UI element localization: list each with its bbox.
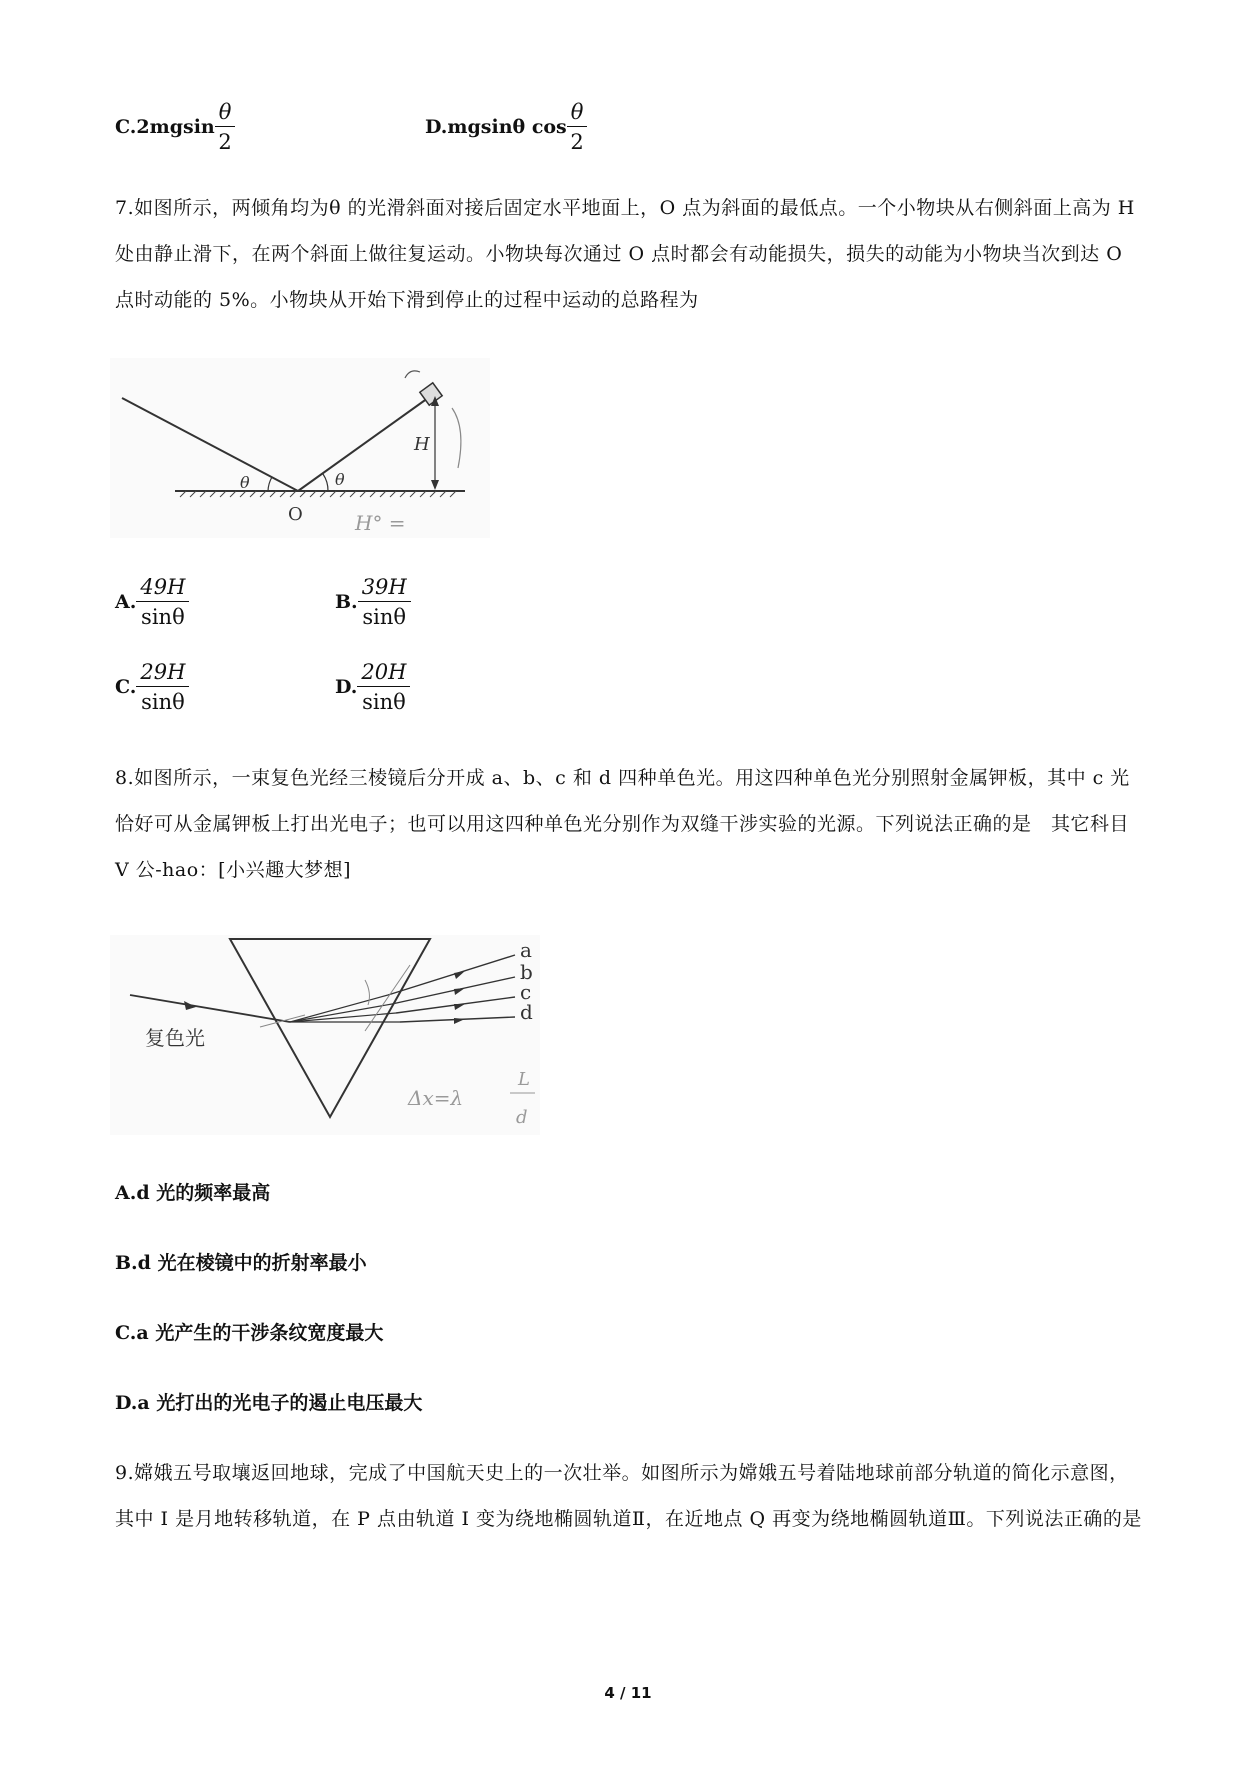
q8-ray-d: d xyxy=(520,1000,533,1024)
q7-handwritten-note: H° = xyxy=(355,511,406,535)
q7-option-d xyxy=(335,660,410,714)
q8-option-a: A.d 光的频率最高 xyxy=(115,1182,271,1204)
q6-option-c-den: 2 xyxy=(218,130,232,154)
q6-option-c-fraction xyxy=(215,100,236,154)
q8-question-text: 8.如图所示，一束复色光经三棱镜后分开成 a、b、c 和 d 四种单色光。用这四种单色光分别照射金属钾板，其中 c 光恰好可从金属钾板上打出光电子；也可以用这四种单色光分别作为双缝干涉实验的光源。下列说法正确的是 其它科目 V 公-hao：[小兴趣大梦想] xyxy=(115,767,1130,881)
q6-option-d-num: θ xyxy=(567,100,588,127)
q7-option-a-fraction xyxy=(136,575,189,629)
q6-option-c-label: C.2mgsin xyxy=(115,116,215,138)
q6-option-d xyxy=(425,100,587,154)
q8-ray-a: a xyxy=(520,938,532,962)
q6-option-d-den: 2 xyxy=(570,130,584,154)
q8-option-c: C.a 光产生的干涉条纹宽度最大 xyxy=(115,1322,384,1344)
q7-option-c-fraction xyxy=(136,660,189,714)
q7-option-a-den: sinθ xyxy=(141,605,185,629)
q8-option-d: D.a 光打出的光电子的遏止电压最大 xyxy=(115,1392,423,1414)
q7-option-d-num: 20H xyxy=(357,660,410,687)
q6-option-d-fraction xyxy=(567,100,588,154)
q7-o-label: O xyxy=(288,504,303,525)
q8-formula-den: d xyxy=(516,1107,528,1128)
q8-formula-left: Δx=λ xyxy=(408,1086,464,1110)
q8-option-b: B.d 光在棱镜中的折射率最小 xyxy=(115,1252,367,1274)
q7-option-d-label: D. xyxy=(335,676,358,698)
q7-option-b xyxy=(335,575,411,629)
q8-figure-prism xyxy=(110,935,540,1135)
q7-h-label: H xyxy=(414,434,430,455)
q7-option-a-num: 49H xyxy=(136,575,189,602)
q6-option-c xyxy=(115,100,235,154)
q7-option-b-label: B. xyxy=(335,591,358,613)
q6-option-c-num: θ xyxy=(215,100,236,127)
q9-question-text: 9.嫦娥五号取壤返回地球，完成了中国航天史上的一次壮举。如图所示为嫦娥五号着陆地球前部分轨道的简化示意图，其中 I 是月地转移轨道，在 P 点由轨道 I 变为绕地椭圆轨道Ⅱ，在近地点 Q 再变为绕地椭圆轨道Ⅲ。下列说法正确的是 xyxy=(115,1462,1142,1530)
page-number: 4 / 11 xyxy=(604,1684,652,1702)
q8-ray-b: b xyxy=(520,960,533,984)
q6-option-d-label: D.mgsinθ cos xyxy=(425,116,567,138)
q7-option-a-label: A. xyxy=(115,591,137,613)
q7-option-c-label: C. xyxy=(115,676,137,698)
q7-question-text: 7.如图所示，两倾角均为θ 的光滑斜面对接后固定水平地面上，O 点为斜面的最低点。一个小物块从右侧斜面上高为 H 处由静止滑下，在两个斜面上做往复运动。小物块每次通过 O 点时都会有动能损失，损失的动能为小物块当次到达 O 点时动能的 5%。小物块从开始下滑到停止的过程中运动的总路程为 xyxy=(115,197,1135,311)
q7-option-c-num: 29H xyxy=(136,660,189,687)
q7-option-b-den: sinθ xyxy=(362,605,407,629)
q7-option-c-den: sinθ xyxy=(141,690,185,714)
q7-theta-right: θ xyxy=(335,470,345,489)
q7-option-d-fraction xyxy=(357,660,410,714)
q7-figure-inclines xyxy=(110,358,490,538)
q8-formula-num: L xyxy=(518,1069,530,1090)
q7-option-b-num: 39H xyxy=(358,575,411,602)
q7-option-b-fraction xyxy=(358,575,411,629)
q8-light-label: 复色光 xyxy=(145,1026,205,1050)
q7-option-a xyxy=(115,575,189,629)
q8-ray-c: c xyxy=(520,980,532,1004)
q7-option-d-den: sinθ xyxy=(362,690,406,714)
q7-theta-left: θ xyxy=(240,473,250,492)
q7-option-c xyxy=(115,660,189,714)
